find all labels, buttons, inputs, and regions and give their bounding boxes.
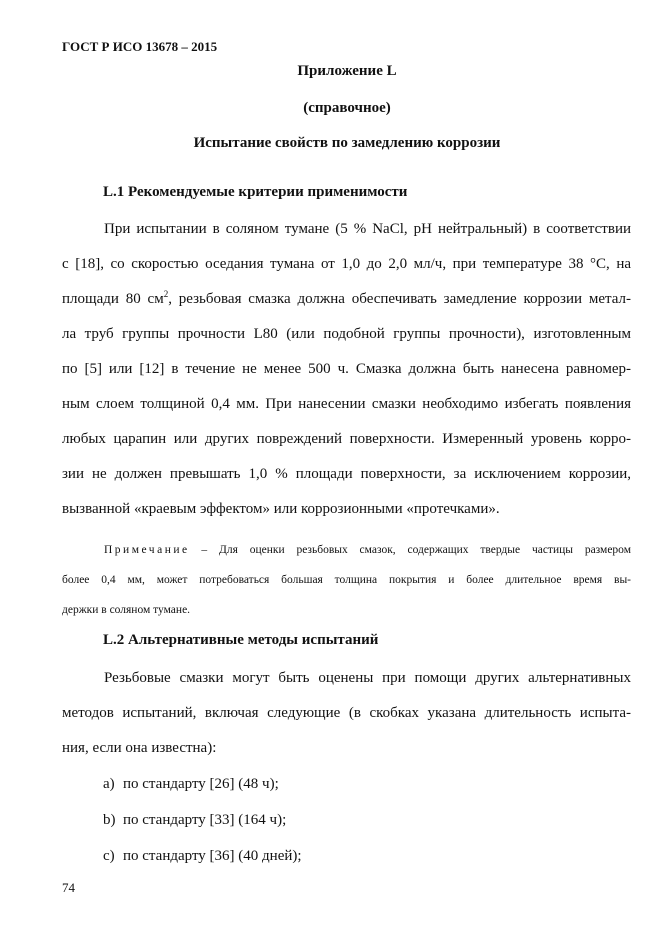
text-fragment: площади 80 см bbox=[62, 291, 164, 307]
list-item-text: по стандарту [26] (48 ч); bbox=[123, 776, 279, 792]
document-code-header: ГОСТ Р ИСО 13678 – 2015 bbox=[62, 39, 218, 54]
note-line bbox=[62, 535, 631, 565]
text-line: Резьбовые смазки могут быть оценены при помощи других альтернативных bbox=[104, 670, 631, 686]
annex-status: (справочное) bbox=[303, 100, 391, 116]
text-line: ния, если она известна): bbox=[62, 740, 217, 756]
list-item-text: по стандарту [33] (164 ч); bbox=[123, 812, 287, 828]
text-line: любых царапин или других повреждений поверхности. Измеренный уровень корро- bbox=[62, 431, 631, 447]
text-line: зии не должен превышать 1,0 % площади поверхности, за исключением коррозии, bbox=[62, 466, 631, 482]
list-item bbox=[103, 848, 302, 865]
section-heading-l1: L.1 Рекомендуемые критерии применимости bbox=[103, 184, 408, 200]
list-item bbox=[103, 776, 279, 793]
text-line: ным слоем толщиной 0,4 мм. При нанесении смазки необходимо избегать появления bbox=[62, 396, 631, 412]
page-number: 74 bbox=[62, 880, 75, 895]
note-text: – Для оценки резьбовых смазок, содержащих твердые частицы размером bbox=[189, 544, 631, 556]
text-line: методов испытаний, включая следующие (в скобках указана длительность испыта- bbox=[62, 705, 631, 721]
section-l1-paragraph bbox=[62, 212, 631, 527]
note-label: Примечание bbox=[104, 544, 190, 556]
list-marker: b) bbox=[103, 812, 116, 828]
list-item-text: по стандарту [36] (40 дней); bbox=[123, 848, 302, 864]
text-fragment: , резьбовая смазка должна обеспечивать замедление коррозии метал- bbox=[168, 291, 632, 307]
note-line: держки в соляном тумане. bbox=[62, 604, 191, 616]
text-line: с [18], со скоростью оседания тумана от 1,0 до 2,0 мл/ч, при температуре 38 °С, на bbox=[62, 256, 631, 272]
superscript: 2 bbox=[163, 289, 169, 299]
annex-title: Приложение L bbox=[297, 63, 397, 79]
list-marker: c) bbox=[103, 848, 115, 864]
text-line: по [5] или [12] в течение не менее 500 ч. Смазка должна быть нанесена равномер- bbox=[62, 361, 631, 377]
section-heading-l2: L.2 Альтернативные методы испытаний bbox=[103, 632, 379, 648]
text-line: ла труб группы прочности L80 (или подобной группы прочности), изготовленным bbox=[62, 326, 631, 342]
text-line-with-superscript bbox=[62, 282, 631, 317]
note-line: более 0,4 мм, может потребоваться большая толщина покрытия и более длительное время вы- bbox=[62, 574, 631, 586]
note-block bbox=[62, 535, 631, 625]
list-item bbox=[103, 812, 286, 829]
annex-heading: Испытание свойств по замедлению коррозии bbox=[193, 135, 501, 151]
text-line: При испытании в соляном тумане (5 % NaCl, pH нейтральный) в соответствии bbox=[104, 221, 631, 237]
list-marker: a) bbox=[103, 776, 115, 792]
section-l2-paragraph bbox=[62, 661, 631, 766]
text-line: вызванной «краевым эффектом» или коррозионными «протечками». bbox=[62, 501, 500, 517]
